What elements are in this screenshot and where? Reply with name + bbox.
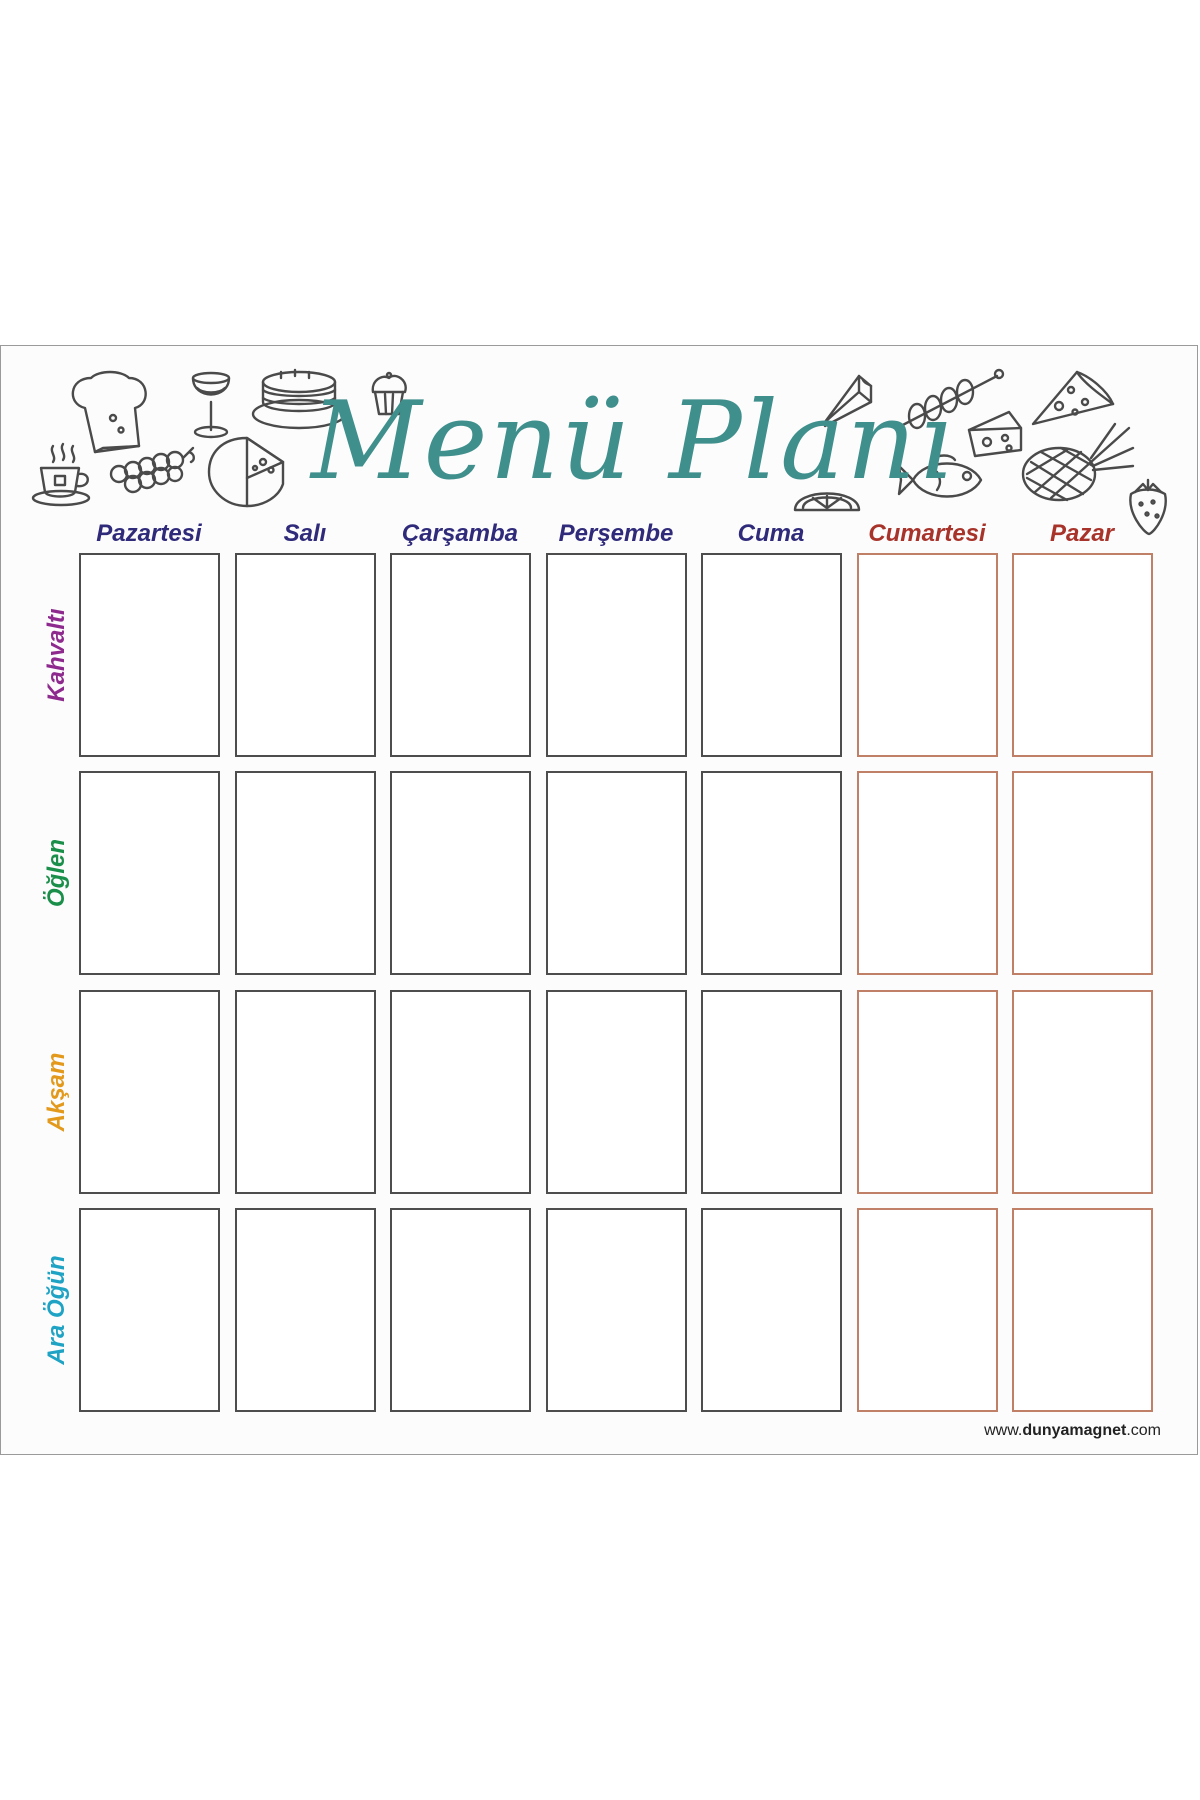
menu-cell[interactable] (701, 1208, 842, 1412)
cheese-wheel-icon (207, 432, 289, 512)
menu-cell[interactable] (546, 771, 687, 975)
menu-cell[interactable] (390, 990, 531, 1194)
menu-cell[interactable] (79, 771, 220, 975)
menu-cell[interactable] (546, 990, 687, 1194)
meal-label-3: Akşam (43, 1052, 70, 1132)
menu-cell[interactable] (79, 1208, 220, 1412)
menu-cell[interactable] (79, 553, 220, 757)
menu-cell[interactable] (857, 1208, 998, 1412)
menu-cell[interactable] (1012, 990, 1153, 1194)
menu-cell[interactable] (390, 553, 531, 757)
pineapple-icon (1021, 422, 1137, 504)
meal-row-label (37, 771, 77, 975)
meal-row-label (37, 1208, 77, 1412)
menu-cell[interactable] (390, 771, 531, 975)
tea-cup-icon (31, 442, 103, 508)
menu-cell[interactable] (701, 553, 842, 757)
meal-label-4: Ara Öğün (43, 1255, 70, 1365)
menu-cell[interactable] (1012, 553, 1153, 757)
day-header-5: Cuma (737, 520, 805, 547)
meal-label-2: Öğlen (43, 838, 70, 908)
menu-cell[interactable] (546, 1208, 687, 1412)
day-header-2: Salı (283, 520, 327, 547)
meal-label-1: Kahvaltı (43, 608, 70, 702)
menu-cell[interactable] (701, 771, 842, 975)
website-footer (984, 1422, 1161, 1440)
menu-cell[interactable] (857, 553, 998, 757)
page-title: Menü Planı (311, 379, 955, 504)
footer-brand: dunyamagnet (1022, 1422, 1127, 1439)
menu-cell[interactable] (235, 553, 376, 757)
menu-cell[interactable] (546, 553, 687, 757)
day-header-7: Pazar (1049, 520, 1115, 547)
day-header-6: Cumartesi (868, 520, 986, 547)
footer-prefix: www. (984, 1422, 1023, 1439)
menu-cell[interactable] (79, 990, 220, 1194)
menu-cell[interactable] (1012, 771, 1153, 975)
menu-cell[interactable] (857, 990, 998, 1194)
pizza-slice-icon (1029, 368, 1115, 430)
menu-cell[interactable] (390, 1208, 531, 1412)
menu-cell[interactable] (701, 990, 842, 1194)
day-header-4: Perşembe (558, 520, 674, 547)
day-header-3: Çarşamba (401, 520, 519, 547)
menu-plan-board (0, 345, 1198, 1455)
menu-cell[interactable] (235, 990, 376, 1194)
menu-cell[interactable] (857, 771, 998, 975)
meal-row-label (37, 990, 77, 1194)
menu-cell[interactable] (235, 1208, 376, 1412)
meal-row-label (37, 553, 77, 757)
grapes-icon (105, 440, 197, 496)
day-header-1: Pazartesi (96, 520, 202, 547)
footer-suffix: .com (1126, 1422, 1161, 1439)
menu-cell[interactable] (1012, 1208, 1153, 1412)
menu-cell[interactable] (235, 771, 376, 975)
